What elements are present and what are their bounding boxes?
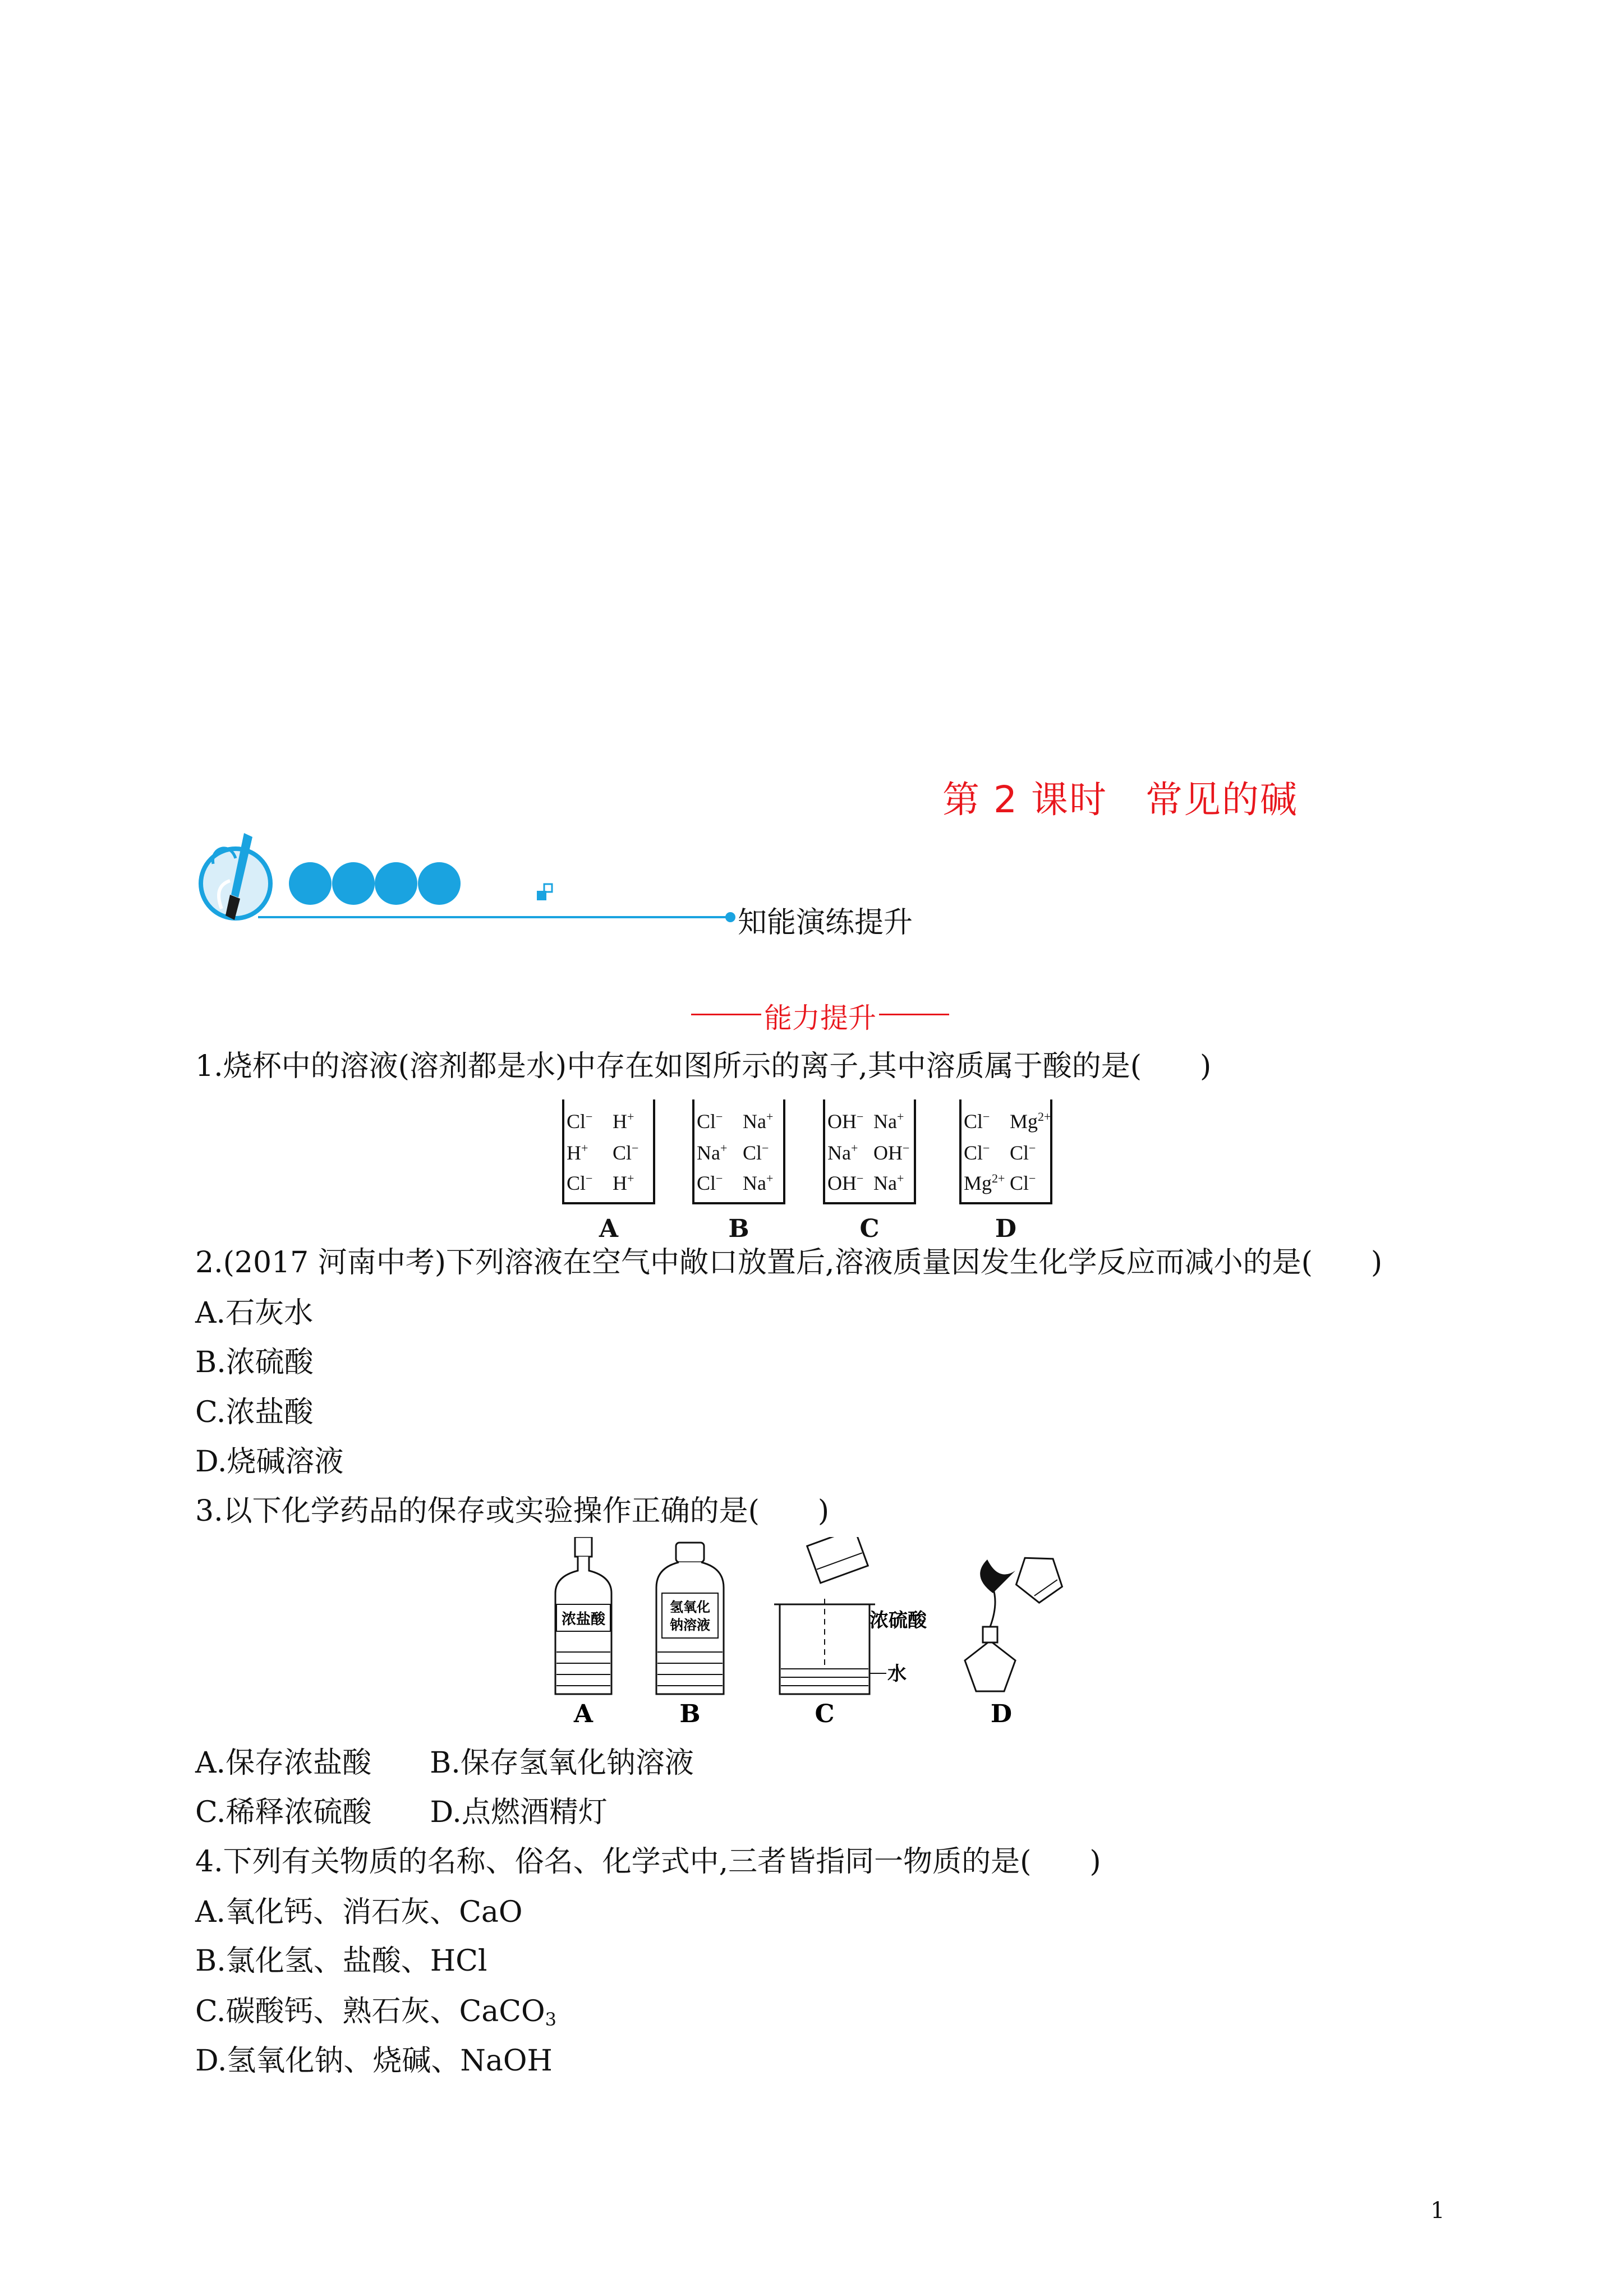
page-number: 1 [1430, 2198, 1445, 2224]
ion: Cl− [964, 1110, 990, 1133]
q1-beaker-figure [561, 1094, 1094, 1243]
ion: Na+ [697, 1141, 728, 1164]
lesson-title: 第 2 课时 常见的碱 [942, 778, 1298, 821]
q2-option-b: B.浓硫酸 [195, 1346, 314, 1379]
q3-options-row-2: C.稀释浓硫酸 D.点燃酒精灯 [195, 1796, 608, 1829]
ion: Na+ [873, 1171, 904, 1194]
question-2: 2.(2017 河南中考)下列溶液在空气中敞口放置后,溶液质量因发生化学反应而减小的是( ) [195, 1246, 1383, 1280]
ion: Cl− [613, 1141, 639, 1164]
bottle-b-label-1: 氢氧化 [670, 1599, 710, 1615]
ion: OH− [827, 1110, 864, 1133]
q4-option-a: A.氧化钙、消石灰、CaO [195, 1895, 523, 1929]
banner-label: 知能演练提升 [738, 906, 913, 940]
beaker-c-acid-label: 浓硫酸 [869, 1609, 927, 1632]
ion: $Mg^{2+}$ [1010, 1110, 1051, 1133]
section-label: 能力提升 [764, 1002, 876, 1034]
section-heading [691, 996, 949, 1035]
brush-icon [201, 833, 270, 920]
ion: Cl− [697, 1110, 723, 1133]
beaker-label: B [728, 1214, 749, 1243]
ion: Cl− [567, 1171, 593, 1194]
ion: OH− [827, 1171, 864, 1194]
q2-option-a: A.石灰水 [195, 1296, 314, 1330]
beaker-a [561, 1094, 656, 1206]
ion: H+ [613, 1171, 634, 1194]
q4-option-d: D.氢氧化钠、烧碱、NaOH [195, 2044, 553, 2078]
beaker-d [958, 1094, 1053, 1206]
beaker-b [691, 1094, 786, 1206]
beaker-label: C [859, 1214, 880, 1243]
q2-option-d: D.烧碱溶液 [195, 1445, 344, 1479]
ion: Cl− [697, 1171, 723, 1194]
ion: Na+ [827, 1141, 858, 1164]
beaker-c-water-label: 水 [887, 1663, 907, 1685]
ion: Na+ [743, 1171, 774, 1194]
q4-option-c: C.碳酸钙、熟石灰、CaCO$_3$ [195, 1995, 557, 2030]
q2-option-c: C.浓盐酸 [195, 1396, 314, 1429]
bottle-b-label-2: 钠溶液 [670, 1617, 710, 1633]
ion: $Mg^{2+}$ [964, 1171, 1005, 1194]
beaker-label: A [599, 1214, 619, 1243]
alcohol-lamps-d [965, 1545, 1069, 1691]
q3-lab-figure [522, 1537, 1111, 1728]
ion: Cl− [1010, 1141, 1036, 1164]
ion: H+ [567, 1141, 588, 1164]
ion: Cl− [567, 1110, 593, 1133]
ion: Na+ [743, 1110, 774, 1133]
fig-label-d: D [990, 1700, 1013, 1728]
subscript-3: 3 [545, 2009, 557, 2030]
question-1: 1.烧杯中的溶液(溶剂都是水)中存在如图所示的离子,其中溶质属于酸的是( ) [195, 1050, 1212, 1083]
fig-label-c: C [815, 1700, 835, 1728]
beaker-label: D [995, 1214, 1017, 1243]
q3-options-row-1: A.保存浓盐酸 B.保存氢氧化钠溶液 [195, 1746, 694, 1780]
fig-label-a: A [573, 1700, 594, 1728]
ion: Cl− [1010, 1171, 1036, 1194]
question-3: 3.以下化学药品的保存或实验操作正确的是( ) [195, 1494, 830, 1528]
ion: OH− [873, 1141, 910, 1164]
beaker-c [822, 1094, 917, 1206]
ion: Cl− [743, 1141, 769, 1164]
bottle-a-label: 浓盐酸 [561, 1611, 606, 1628]
q4-option-b: B.氯化氢、盐酸、HCl [195, 1944, 487, 1978]
ion: Na+ [873, 1110, 904, 1133]
question-4: 4.下列有关物质的名称、俗名、化学式中,三者皆指同一物质的是( ) [195, 1845, 1101, 1879]
ion: H+ [613, 1110, 634, 1133]
fig-label-b: B [679, 1700, 701, 1728]
ion: Cl− [964, 1141, 990, 1164]
